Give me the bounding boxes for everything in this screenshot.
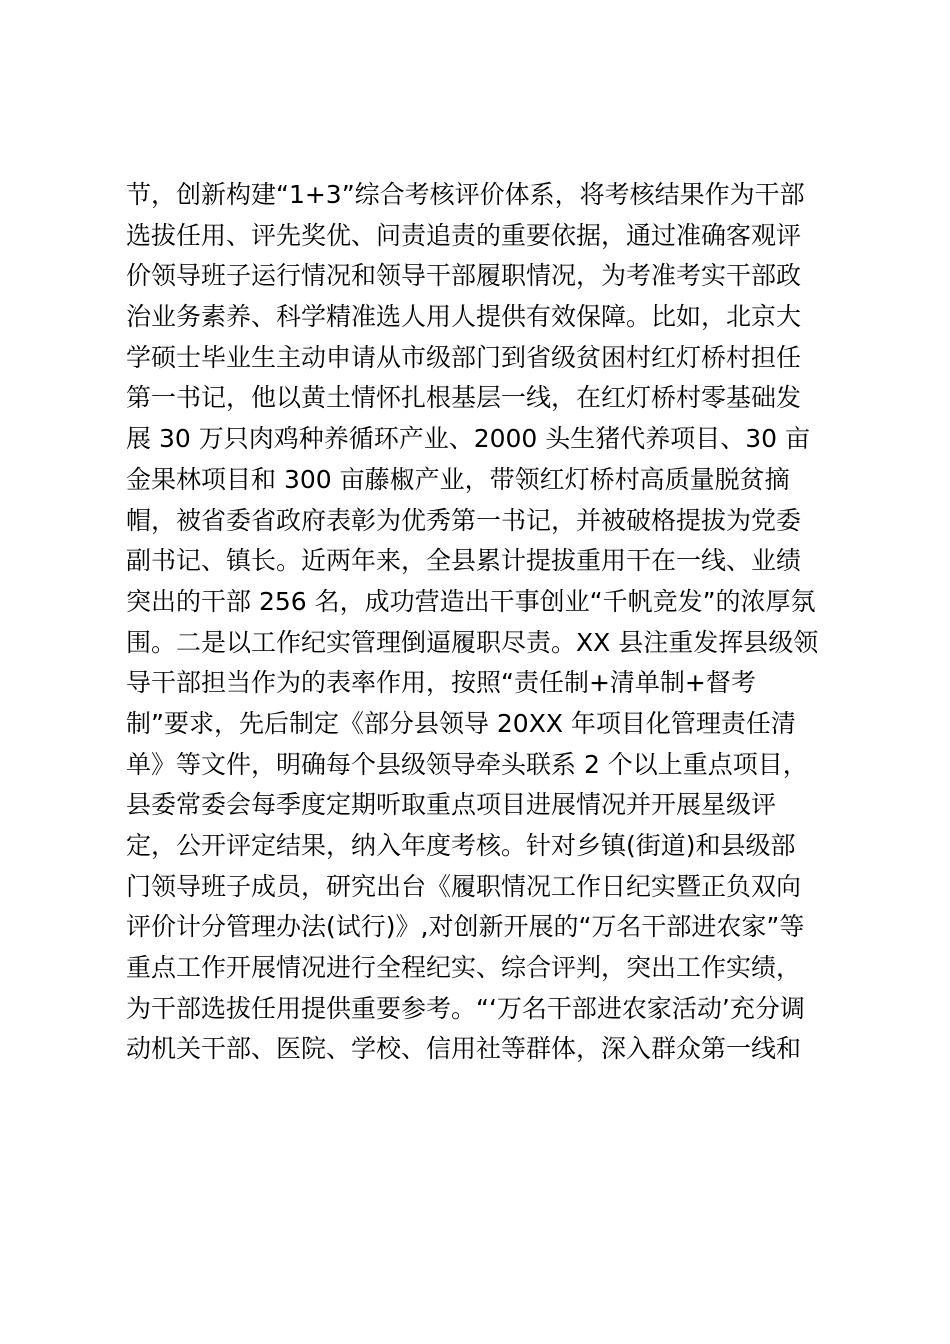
text-line: 节，创新构建“1+3”综合考核评价体系，将考核结果作为干部 bbox=[126, 180, 805, 209]
text-line: 选拔任用、评先奖优、问责追责的重要依据，通过准确客观评 bbox=[126, 220, 802, 250]
text-line: 重点工作开展情况进行全程纪实、综合评判，突出工作实绩， bbox=[126, 953, 802, 983]
body-paragraph bbox=[126, 175, 846, 1070]
text-line: 金果林项目和 300 亩藤椒产业，带领红灯桥村高质量脱贫摘 bbox=[126, 464, 790, 494]
text-line: 定，公开评定结果，纳入年度考核。针对乡镇(街道)和县级部 bbox=[126, 831, 796, 860]
text-line: 门领导班子成员，研究出台《履职情况工作日纪实暨正负双向 bbox=[126, 871, 802, 901]
text-line: 第一书记，他以黄土情怀扎根基层一线，在红灯桥村零基础发 bbox=[126, 383, 802, 413]
text-line: 制”要求，先后制定《部分县领导 20XX 年项目化管理责任清 bbox=[126, 708, 796, 738]
text-line: 县委常委会每季度定期听取重点项目进展情况并开展星级评 bbox=[126, 790, 777, 820]
text-line: 治业务素养、科学精准选人用人提供有效保障。比如，北京大 bbox=[126, 302, 802, 332]
text-line: 帽，被省委省政府表彰为优秀第一书记，并被破格提拔为党委 bbox=[126, 505, 802, 535]
text-line: 单》等文件，明确每个县级领导牵头联系 2 个以上重点项目， bbox=[126, 749, 808, 779]
text-line: 导干部担当作为的表率作用，按照“责任制+清单制+督考 bbox=[126, 668, 756, 698]
text-line: 学硕士毕业生主动申请从市级部门到省级贫困村红灯桥村担任 bbox=[126, 342, 802, 372]
text-line: 动机关干部、医院、学校、信用社等群体，深入群众第一线和 bbox=[126, 1034, 802, 1064]
text-line: 围。二是以工作纪实管理倒逼履职尽责。XX 县注重发挥县级领 bbox=[126, 627, 819, 657]
text-line: 突出的干部 256 名，成功营造出干事创业“千帆竞发”的浓厚氛 bbox=[126, 586, 816, 616]
text-line: 为干部选拔任用提供重要参考。“‘万名干部进农家活动’充分调 bbox=[126, 993, 805, 1023]
text-line: 评价计分管理办法(试行)》,对创新开展的“万名干部进农家”等 bbox=[126, 912, 805, 942]
text-line: 价领导班子运行情况和领导干部履职情况，为考准考实干部政 bbox=[126, 261, 802, 291]
text-line: 副书记、镇长。近两年来，全县累计提拔重用干在一线、业绩 bbox=[126, 546, 802, 576]
text-line: 展 30 万只肉鸡种养循环产业、2000 头生猪代养项目、30 亩 bbox=[126, 424, 811, 454]
